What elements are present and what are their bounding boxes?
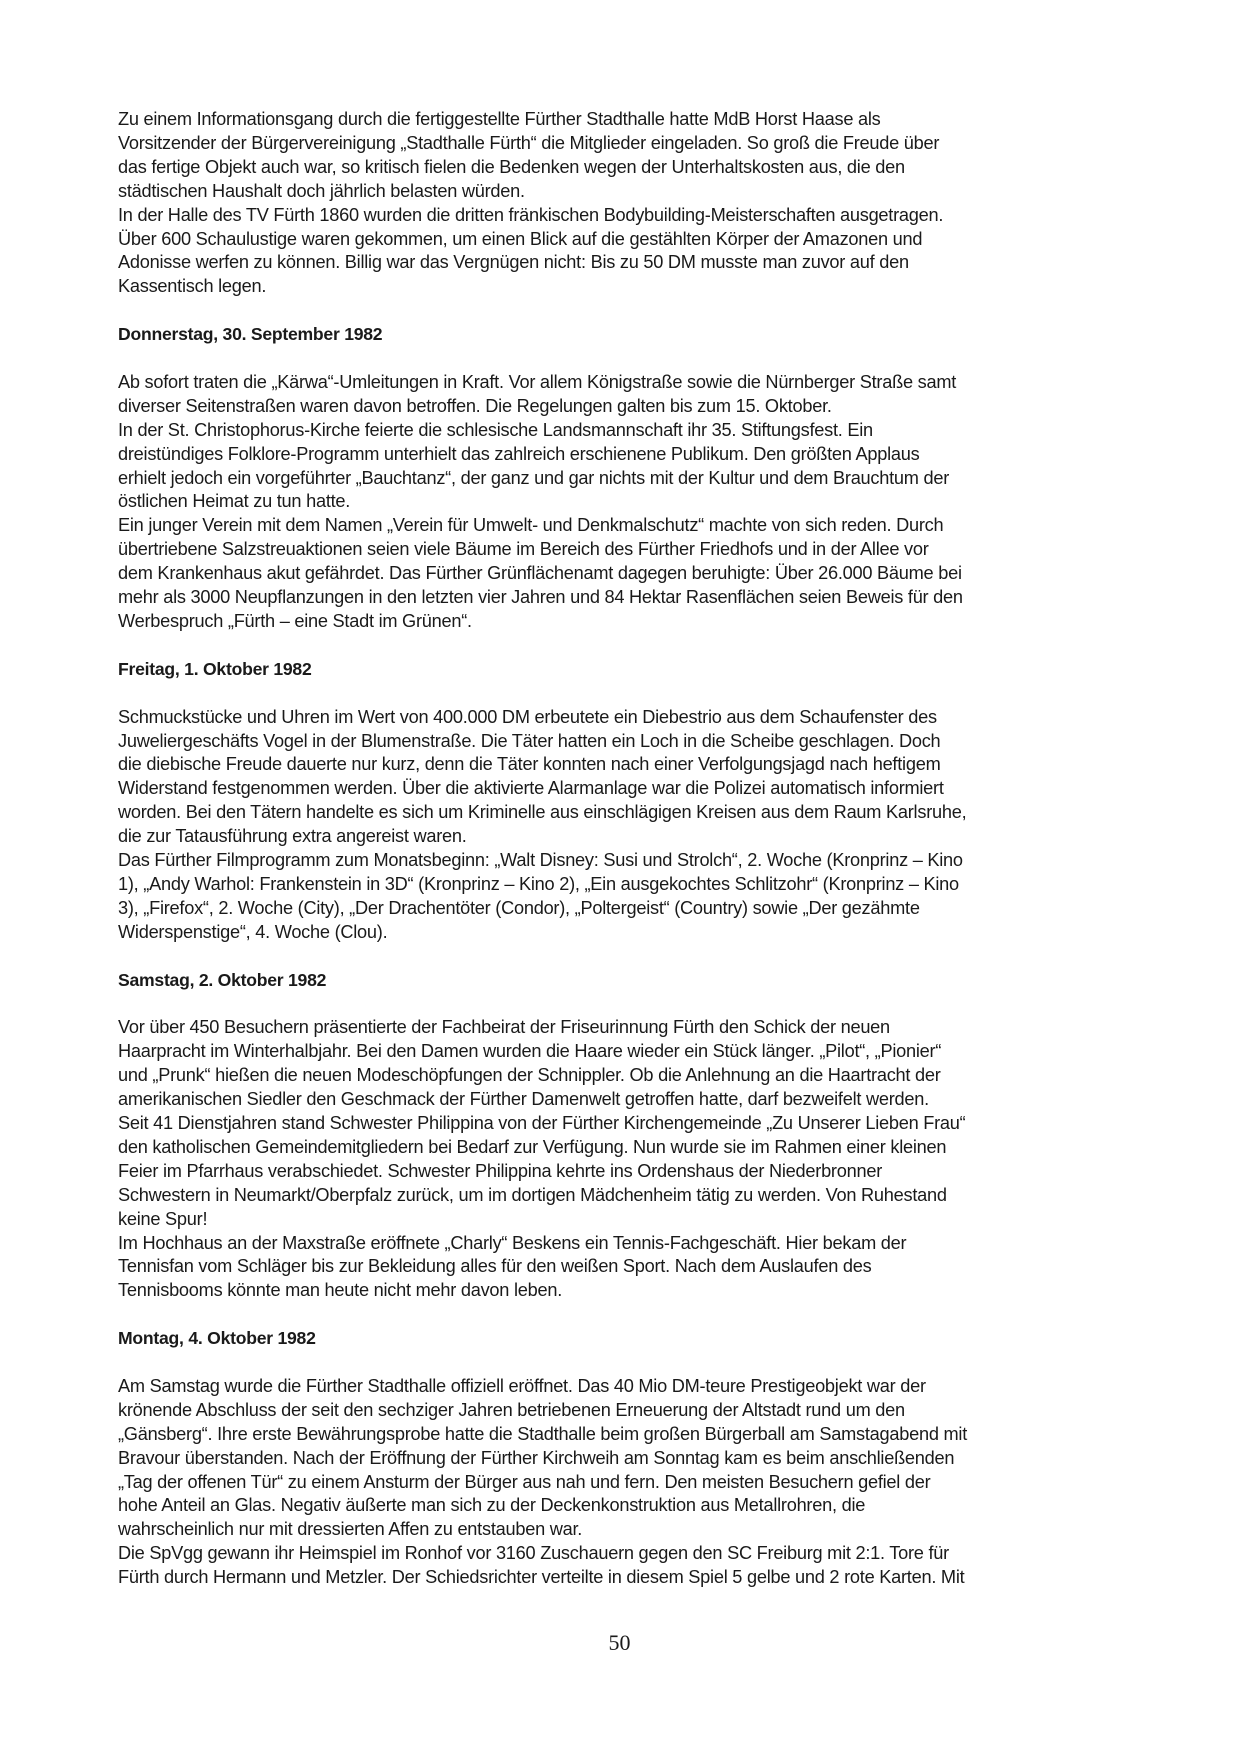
paragraph-intro [118, 108, 1128, 299]
text-line: Kassentisch legen. [118, 276, 267, 297]
text-line: Schmuckstücke und Uhren im Wert von 400.000 DM erbeutete ein Diebestrio aus dem Schaufenster des [118, 706, 937, 727]
text-line: Fürth durch Hermann und Metzler. Der Schiedsrichter verteilte in diesem Spiel 5 gelbe und 2 rote Karten. Mit [118, 1567, 965, 1588]
text-line: Über 600 Schaulustige waren gekommen, um einen Blick auf die gestählten Körper der Amazonen und [118, 228, 923, 249]
date-heading-2-oktober: Samstag, 2. Oktober 1982 [118, 969, 327, 990]
text-line: Seit 41 Dienstjahren stand Schwester Philippina von der Fürther Kirchengemeinde „Zu Unserer Lieben Frau“ [118, 1112, 966, 1133]
text-line: In der St. Christophorus-Kirche feierte die schlesische Landsmannschaft ihr 35. Stiftungsfest. Ein [118, 419, 873, 440]
text-line: worden. Bei den Tätern handelte es sich um Kriminelle aus einschlägigen Kreisen aus dem Raum Karlsruhe, [118, 802, 967, 823]
text-line: In der Halle des TV Fürth 1860 wurden die dritten fränkischen Bodybuilding-Meisterschaften ausgetragen. [118, 204, 944, 225]
text-line: Ab sofort traten die „Kärwa“-Umleitungen in Kraft. Vor allem Königstraße sowie die Nürnberger Straße samt [118, 371, 957, 392]
date-heading-1-oktober: Freitag, 1. Oktober 1982 [118, 658, 312, 679]
text-line: den katholischen Gemeindemitgliedern bei Bedarf zur Verfügung. Nun wurde sie im Rahmen einer kleinen [118, 1136, 947, 1157]
text-line: Vorsitzender der Bürgervereinigung „Stadthalle Fürth“ die Mitglieder eingeladen. So groß die Freude über [118, 132, 940, 153]
text-line: Haarpracht im Winterhalbjahr. Bei den Damen wurden die Haare wieder ein Stück länger. „Pilot“, „Pionier“ [118, 1041, 942, 1062]
text-line: Juweliergeschäfts Vogel in der Blumenstraße. Die Täter hatten ein Loch in die Scheibe geschlagen. Doch [118, 730, 941, 751]
text-line: Feier im Pfarrhaus verabschiedet. Schwester Philippina kehrte ins Ordenshaus der Niederbronner [118, 1160, 883, 1181]
text-line: Widerstand festgenommen werden. Über die aktivierte Alarmanlage war die Polizei automatisch informiert [118, 778, 944, 799]
text-line: „Gänsberg“. Ihre erste Bewährungsprobe hatte die Stadthalle beim großen Bürgerball am Samstagabend mit [118, 1423, 967, 1444]
text-line: und „Prunk“ hießen die neuen Modeschöpfungen der Schnippler. Ob die Anlehnung an die Haartracht der [118, 1065, 941, 1086]
text-line: keine Spur! [118, 1208, 208, 1229]
text-line: Vor über 450 Besuchern präsentierte der Fachbeirat der Friseurinnung Fürth den Schick der neuen [118, 1017, 890, 1038]
text-line: krönende Abschluss der seit den sechziger Jahren betriebenen Erneuerung der Altstadt rund um den [118, 1399, 905, 1420]
text-line: diverser Seitenstraßen waren davon betroffen. Die Regelungen galten bis zum 15. Oktober. [118, 395, 832, 416]
date-heading-30-september: Donnerstag, 30. September 1982 [118, 324, 383, 345]
text-line: städtischen Haushalt doch jährlich belasten würden. [118, 180, 525, 201]
text-line: dreistündiges Folklore-Programm unterhielt das zahlreich erschienene Publikum. Den größten Applaus [118, 443, 920, 464]
text-line: Im Hochhaus an der Maxstraße eröffnete „Charly“ Beskens ein Tennis-Fachgeschäft. Hier bekam der [118, 1232, 907, 1253]
text-line: 3), „Firefox“, 2. Woche (City), „Der Drachentöter (Condor), „Poltergeist“ (Country) sowie „Der gezähmte [118, 897, 920, 918]
text-line: Tennisbooms könnte man heute nicht mehr davon leben. [118, 1280, 562, 1301]
text-line: Das Fürther Filmprogramm zum Monatsbeginn: „Walt Disney: Susi und Strolch“, 2. Woche (Kronprinz – Kino [118, 850, 963, 871]
paragraph-2-oktober [118, 1016, 1128, 1303]
text-line: die zur Tatausführung extra angereist waren. [118, 826, 467, 847]
paragraph-30-september [118, 371, 1128, 634]
text-line: Widerspenstige“, 4. Woche (Clou). [118, 921, 388, 942]
text-line: amerikanischen Siedler den Geschmack der Fürther Damenwelt getroffen hatte, darf bezweifelt werden. [118, 1089, 929, 1110]
text-line: Adonisse werfen zu können. Billig war das Vergnügen nicht: Bis zu 50 DM musste man zuvor auf den [118, 252, 909, 273]
text-line: übertriebene Salzstreuaktionen seien viele Bäume im Bereich des Fürther Friedhofs und in der Allee vor [118, 539, 929, 560]
text-line: Ein junger Verein mit dem Namen „Verein für Umwelt- und Denkmalschutz“ machte von sich reden. Durch [118, 515, 944, 536]
text-line: hohe Anteil an Glas. Negativ äußerte man sich zu der Deckenkonstruktion aus Metallrohren, die [118, 1495, 866, 1516]
text-line: östlichen Heimat zu tun hatte. [118, 491, 351, 512]
text-line: Bravour überstanden. Nach der Eröffnung der Fürther Kirchweih am Sonntag kam es beim anschließenden [118, 1447, 955, 1468]
text-line: Werbespruch „Fürth – eine Stadt im Grünen“. [118, 611, 472, 631]
text-line: „Tag der offenen Tür“ zu einem Ansturm der Bürger aus nah und fern. Den meisten Besuchern gefiel der [118, 1471, 931, 1492]
text-line: Tennisfan vom Schläger bis zur Bekleidung alles für den weißen Sport. Nach dem Auslaufen des [118, 1256, 872, 1277]
text-line: Zu einem Informationsgang durch die fertiggestellte Fürther Stadthalle hatte MdB Horst Haase als [118, 109, 881, 129]
text-line: Die SpVgg gewann ihr Heimspiel im Ronhof vor 3160 Zuschauern gegen den SC Freiburg mit 2:1. Tore für [118, 1543, 949, 1564]
date-heading-4-oktober: Montag, 4. Oktober 1982 [118, 1328, 316, 1349]
text-line: erhielt jedoch ein vorgeführter „Bauchtanz“, der ganz und gar nichts mit der Kultur und dem Brauchtum der [118, 467, 950, 488]
page-number: 50 [608, 1630, 631, 1655]
text-line: dem Krankenhaus akut gefährdet. Das Fürther Grünflächenamt dagegen beruhigte: Über 26.000 Bäume bei [118, 563, 962, 584]
document-page [118, 108, 1128, 1590]
text-line: die diebische Freude dauerte nur kurz, denn die Täter konnten nach einer Verfolgungsjagd nach heftigem [118, 754, 941, 775]
text-line: Am Samstag wurde die Fürther Stadthalle offiziell eröffnet. Das 40 Mio DM-teure Prestigeobjekt war der [118, 1375, 926, 1396]
text-line: Schwestern in Neumarkt/Oberpfalz zurück, um im dortigen Mädchenheim tätig zu werden. Von Ruhestand [118, 1184, 947, 1205]
paragraph-1-oktober [118, 706, 1128, 945]
text-line: mehr als 3000 Neupflanzungen in den letzten vier Jahren und 84 Hektar Rasenflächen seien Beweis für den [118, 587, 963, 608]
text-line: 1), „Andy Warhol: Frankenstein in 3D“ (Kronprinz – Kino 2), „Ein ausgekochtes Schlitzohr“ (Kronprinz – Kino [118, 873, 959, 894]
text-line: wahrscheinlich nur mit dressierten Affen zu entstauben war. [118, 1519, 583, 1540]
text-line: das fertige Objekt auch war, so kritisch fielen die Bedenken wegen der Unterhaltskosten aus, die den [118, 156, 905, 177]
paragraph-4-oktober [118, 1375, 1128, 1590]
